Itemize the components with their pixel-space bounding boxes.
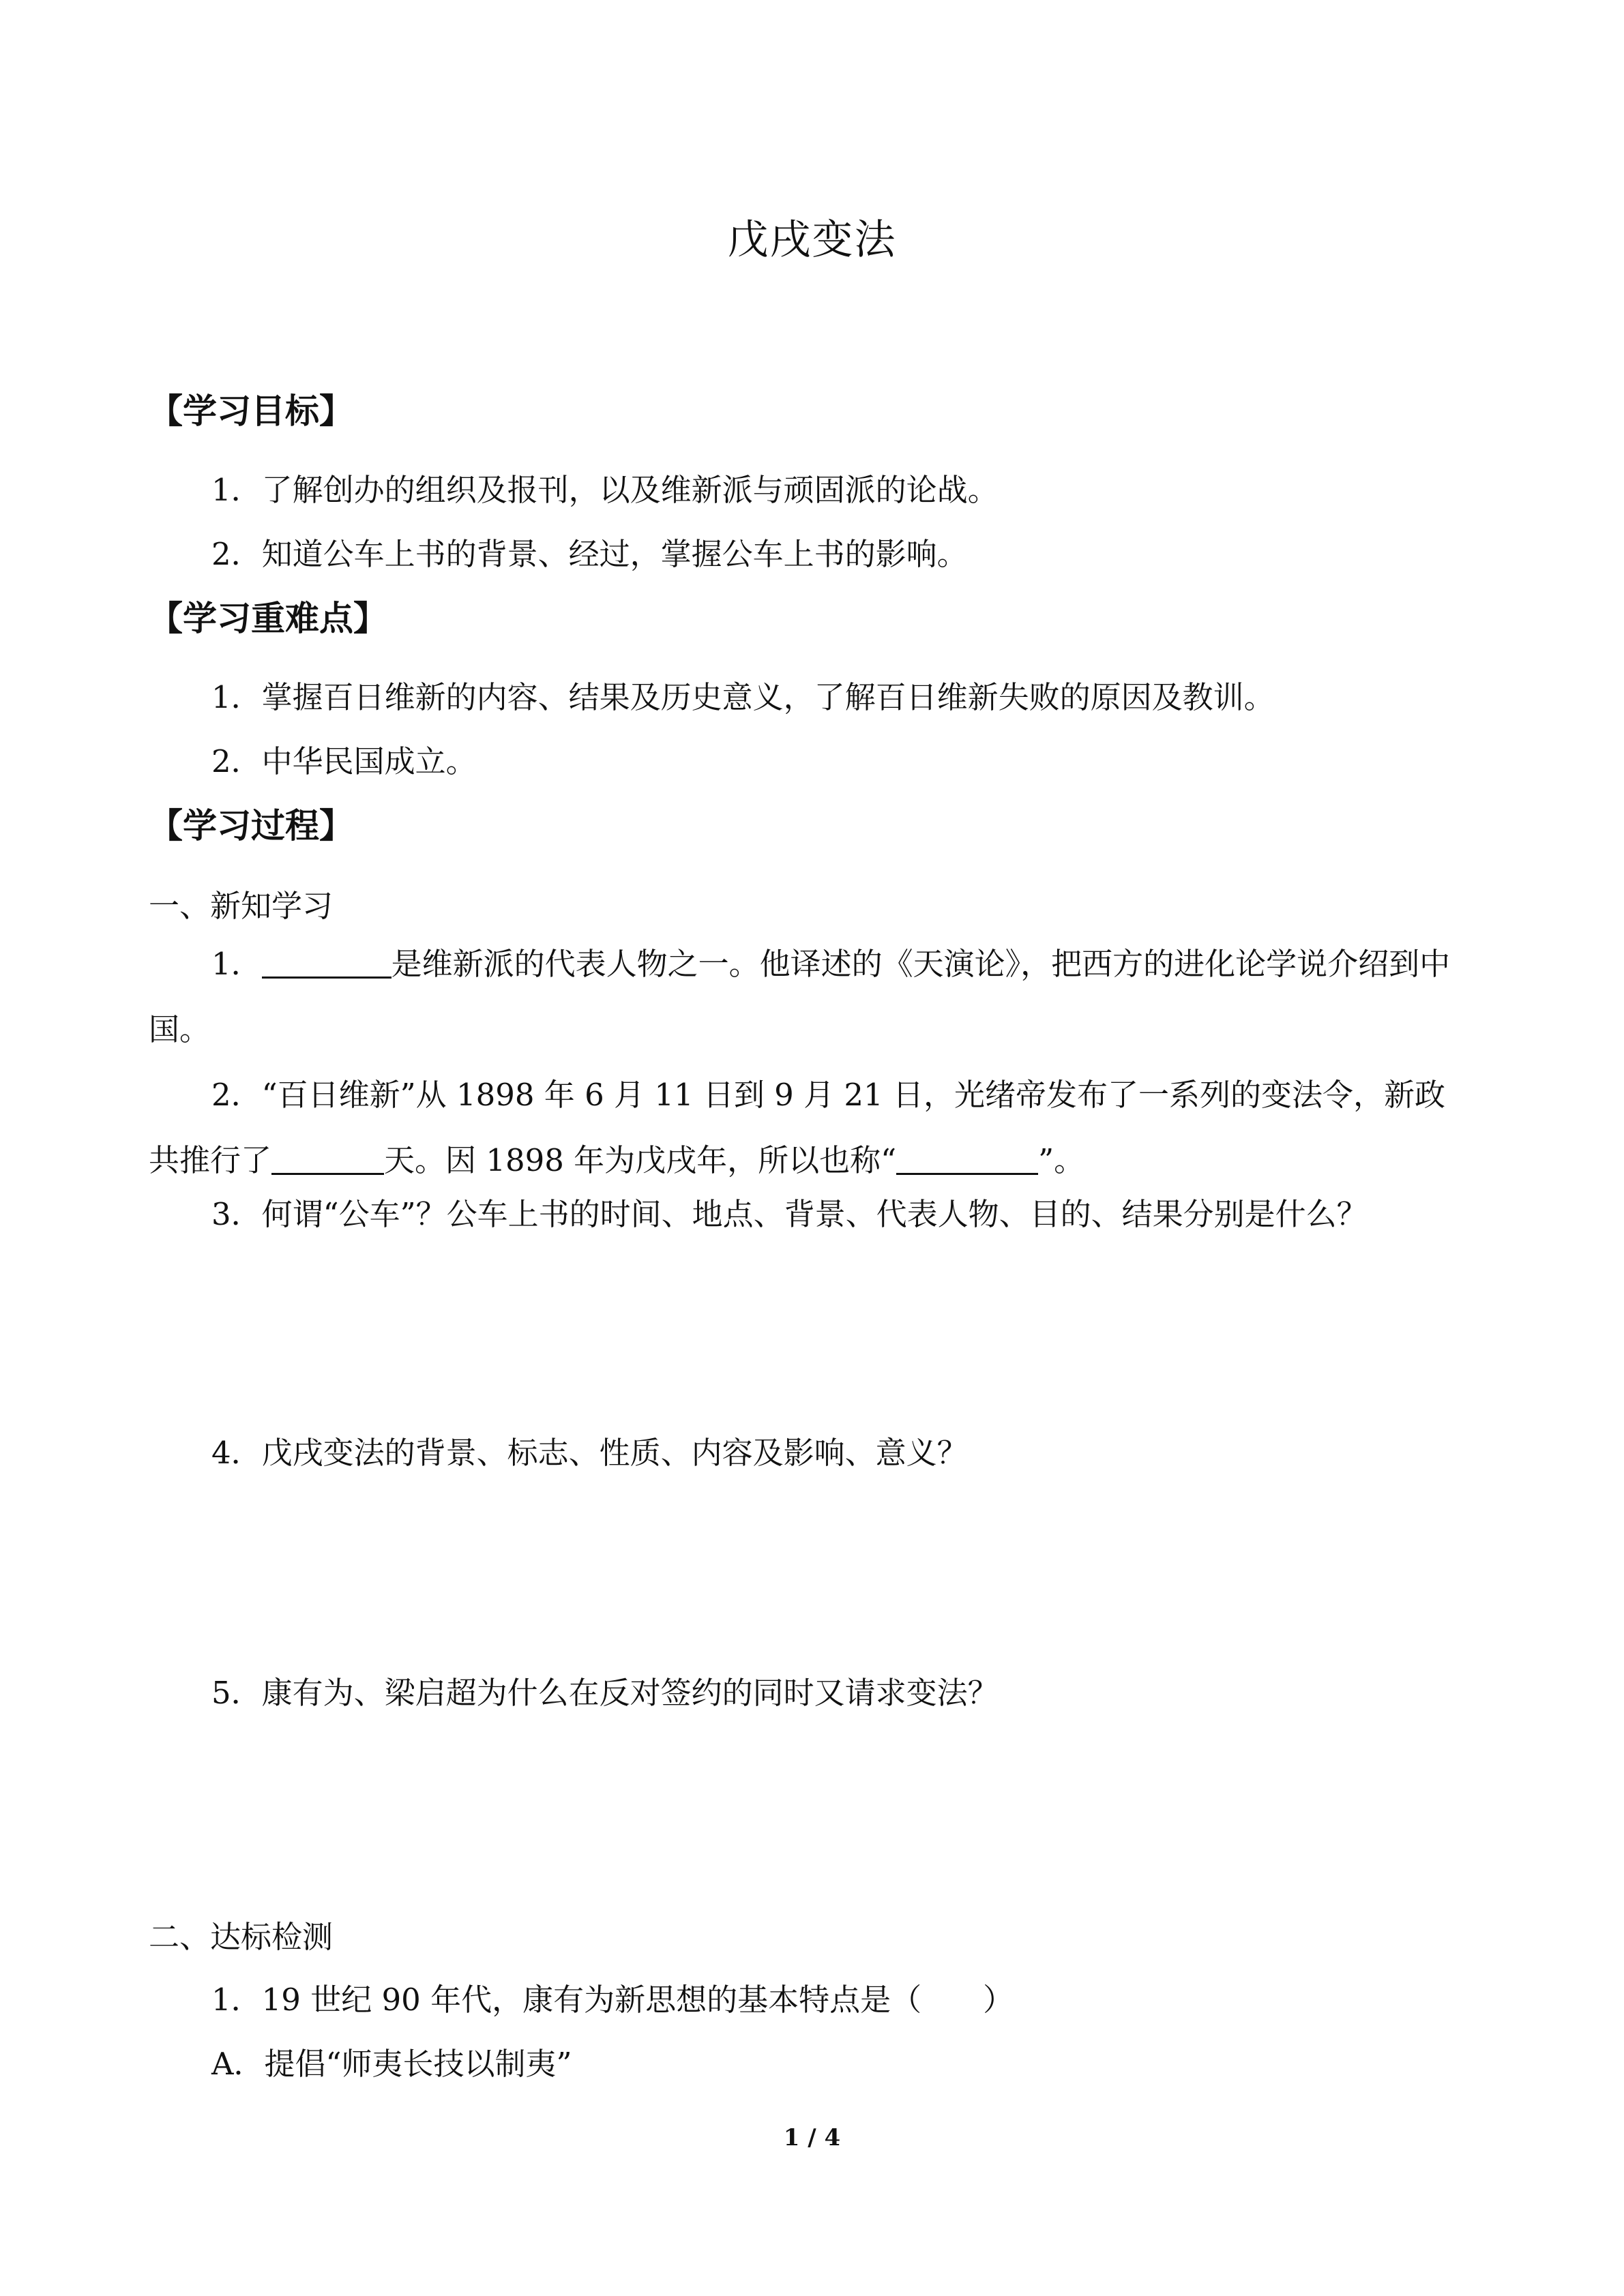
- question-1: [149, 931, 1475, 1062]
- test-question-1: 1．19 世纪 90 年代，康有为新思想的基本特点是（ ）: [211, 1982, 1014, 2018]
- objective-item-2: 2．知道公车上书的背景、经过，掌握公车上书的影响。: [211, 536, 968, 572]
- question-1-text: 是维新派的代表人物之一。他译述的《天演论》，把西方的进化论学说介绍到中国。: [149, 946, 1451, 1047]
- question-2-middle: 天。因 1898 年为戊戌年，所以也称“: [384, 1142, 897, 1178]
- page-title: 戊戌变法: [727, 216, 897, 264]
- page-number: 1 / 4: [783, 2124, 841, 2151]
- part1-title: 一、新知学习: [149, 888, 334, 924]
- objective-item-1: 1．了解创办的组织及报刊，以及维新派与顽固派的论战。: [211, 472, 999, 508]
- answer-blank-1[interactable]: [262, 944, 392, 979]
- key-point-item-2: 2．中华民国成立。: [211, 743, 477, 779]
- question-2-text: 2．“百日维新”从 1898 年 6 月 11 日到 9 月 21 日，光绪帝发布了一系列的变法令，新政共推行了: [149, 1077, 1445, 1178]
- part2-title: 二、达标检测: [149, 1919, 334, 1955]
- heading-objectives: 【学习目标】: [149, 391, 353, 431]
- answer-blank-2[interactable]: [271, 1140, 384, 1175]
- question-3: 3．何谓“公车”？公车上书的时间、地点、背景、代表人物、目的、结果分别是什么？: [211, 1196, 1368, 1232]
- question-2: [149, 1062, 1475, 1193]
- test-question-1-option-a: A．提倡“师夷长技以制夷”: [211, 2046, 572, 2082]
- question-5: 5．康有为、梁启超为什么在反对签约的同时又请求变法？: [211, 1675, 999, 1711]
- question-1-prefix: 1．: [211, 946, 262, 982]
- answer-blank-3[interactable]: [896, 1140, 1038, 1175]
- question-2-suffix: ”。: [1038, 1142, 1085, 1178]
- heading-process: 【学习过程】: [149, 806, 353, 846]
- question-4: 4．戊戌变法的背景、标志、性质、内容及影响、意义？: [211, 1435, 968, 1471]
- key-point-item-1: 1．掌握百日维新的内容、结果及历史意义，了解百日维新失败的原因及教训。: [211, 679, 1275, 715]
- heading-key-points: 【学习重难点】: [149, 599, 387, 638]
